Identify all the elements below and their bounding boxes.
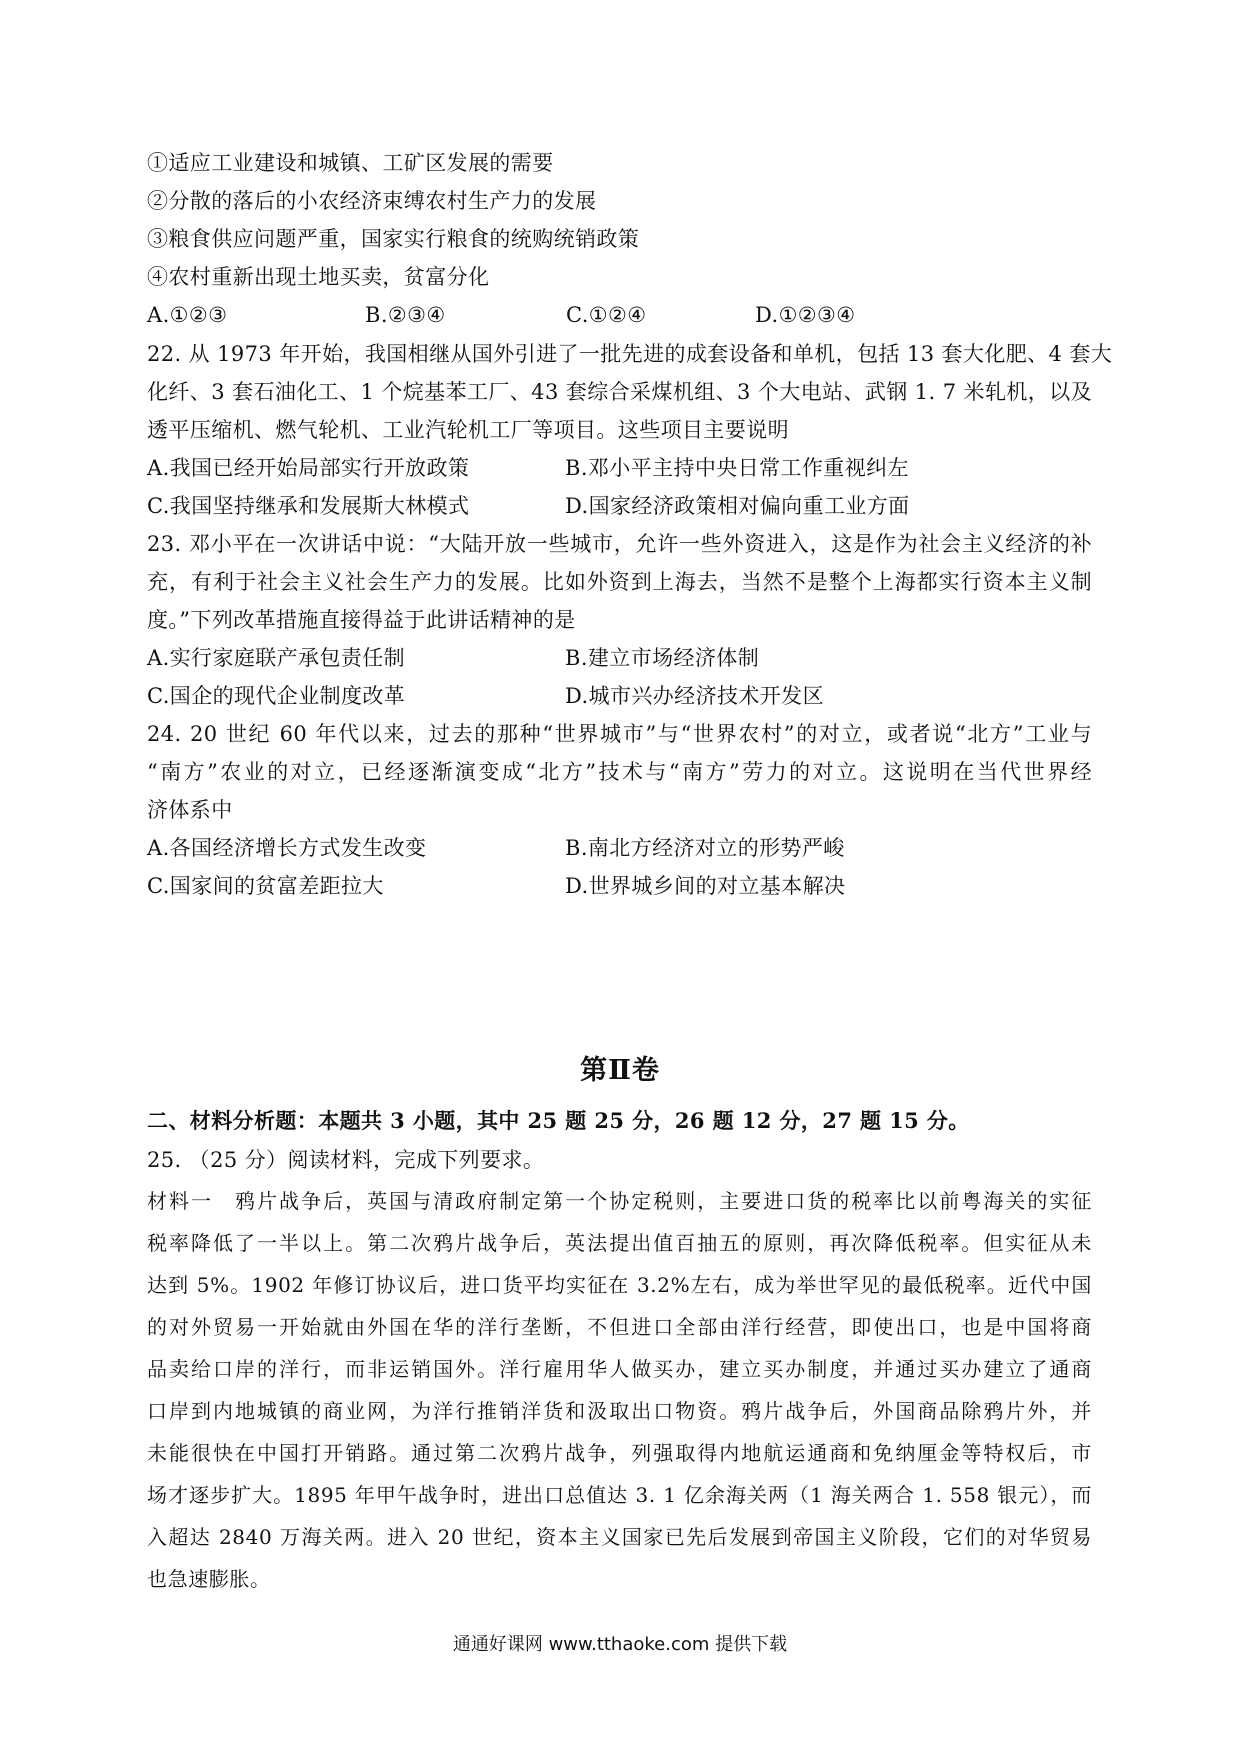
q23-stem-line-2: 充，有利于社会主义社会生产力的发展。比如外资到上海去，当然不是整个上海都实行资本主义制 bbox=[147, 570, 1092, 594]
q22-stem-line-2: 化纤、3 套石油化工、1 个烷基苯工厂、43 套综合采煤机组、3 个大电站、武钢 1. 7 米轧机，以及 bbox=[147, 380, 1092, 404]
q24-choice-c: C.国家间的贫富差距拉大 bbox=[147, 874, 384, 898]
section-title: 第Ⅱ卷 bbox=[580, 1055, 660, 1086]
q23-choice-d: D.城市兴办经济技术开发区 bbox=[565, 684, 824, 708]
q22-choice-a: A.我国已经开始局部实行开放政策 bbox=[147, 456, 470, 480]
material-line-3: 达到 5%。1902 年修订协议后，进口货平均实征在 3.2%左右，成为举世罕见的最低税率。近代中国 bbox=[147, 1273, 1092, 1297]
q21-choice-c: C.①②④ bbox=[566, 303, 647, 327]
q24-stem-line-1: 24. 20 世纪 60 年代以来，过去的那种“世界城市”与“世界农村”的对立，或者说“北方”工业与 bbox=[147, 722, 1092, 746]
material-line-9: 入超达 2840 万海关两。进入 20 世纪，资本主义国家已先后发展到帝国主义阶段，它们的对华贸易 bbox=[147, 1525, 1092, 1549]
q21-choice-d: D.①②③④ bbox=[755, 303, 856, 327]
material-line-5: 品卖给口岸的洋行，而非运销国外。洋行雇用华人做买办，建立买办制度，并通过买办建立了通商 bbox=[147, 1357, 1092, 1381]
q21-option-4: ④农村重新出现土地买卖，贫富分化 bbox=[147, 265, 490, 289]
q24-stem-line-2: “南方”农业的对立，已经逐渐演变成“北方”技术与“南方”劳力的对立。这说明在当代世界经 bbox=[147, 760, 1092, 784]
material-line-8: 场才逐步扩大。1895 年甲午战争时，进出口总值达 3. 1 亿余海关两（1 海关两合 1. 558 银元），而 bbox=[147, 1483, 1092, 1507]
q21-option-1: ①适应工业建设和城镇、工矿区发展的需要 bbox=[147, 151, 554, 175]
material-line-6: 口岸到内地城镇的商业网，为洋行推销洋货和汲取出口物资。鸦片战争后，外国商品除鸦片外，并 bbox=[147, 1399, 1092, 1423]
material-line-7: 未能很快在中国打开销路。通过第二次鸦片战争，列强取得内地航运通商和免纳厘金等特权后，市 bbox=[147, 1441, 1092, 1465]
q22-choice-c: C.我国坚持继承和发展斯大林模式 bbox=[147, 494, 470, 518]
q21-choice-a: A.①②③ bbox=[147, 303, 228, 327]
q23-choice-a: A.实行家庭联产承包责任制 bbox=[147, 646, 406, 670]
q23-choice-b: B.建立市场经济体制 bbox=[565, 646, 760, 670]
q23-stem-line-1: 23. 邓小平在一次讲话中说：“大陆开放一些城市，允许一些外资进入，这是作为社会主义经济的补 bbox=[147, 532, 1092, 556]
footer-credit: 通通好课网 www.tthaoke.com 提供下载 bbox=[452, 1634, 788, 1655]
material-line-1: 材料一 鸦片战争后，英国与清政府制定第一个协定税则，主要进口货的税率比以前粤海关的实征 bbox=[147, 1189, 1092, 1213]
q21-choice-b: B.②③④ bbox=[365, 303, 446, 327]
section-header: 二、材料分析题：本题共 3 小题，其中 25 题 25 分，26 题 12 分，27 题 15 分。 bbox=[147, 1108, 970, 1133]
q21-option-2: ②分散的落后的小农经济束缚农村生产力的发展 bbox=[147, 189, 597, 213]
material-line-10: 也急速膨胀。 bbox=[147, 1567, 271, 1591]
q22-stem-line-1: 22. 从 1973 年开始，我国相继从国外引进了一批先进的成套设备和单机，包括 13 套大化肥、4 套大 bbox=[147, 342, 1113, 366]
q22-stem-line-3: 透平压缩机、燃气轮机、工业汽轮机工厂等项目。这些项目主要说明 bbox=[147, 418, 789, 442]
material-line-2: 税率降低了一半以上。第二次鸦片战争后，英法提出值百抽五的原则，再次降低税率。但实征从未 bbox=[147, 1231, 1092, 1255]
q24-choice-a: A.各国经济增长方式发生改变 bbox=[147, 836, 427, 860]
q22-choice-b: B.邓小平主持中央日常工作重视纠左 bbox=[565, 456, 909, 480]
q24-choice-d: D.世界城乡间的对立基本解决 bbox=[565, 874, 846, 898]
material-line-4: 的对外贸易一开始就由外国在华的洋行垄断，不但进口全部由洋行经营，即使出口，也是中国将商 bbox=[147, 1315, 1092, 1339]
q22-choice-d: D.国家经济政策相对偏向重工业方面 bbox=[565, 494, 910, 518]
q21-option-3: ③粮食供应问题严重，国家实行粮食的统购统销政策 bbox=[147, 227, 640, 251]
q23-stem-line-3: 度。”下列改革措施直接得益于此讲话精神的是 bbox=[147, 608, 576, 632]
q23-choice-c: C.国企的现代企业制度改革 bbox=[147, 684, 406, 708]
q24-stem-line-3: 济体系中 bbox=[147, 798, 233, 822]
q25-header: 25. （25 分）阅读材料，完成下列要求。 bbox=[147, 1148, 545, 1172]
q24-choice-b: B.南北方经济对立的形势严峻 bbox=[565, 836, 845, 860]
